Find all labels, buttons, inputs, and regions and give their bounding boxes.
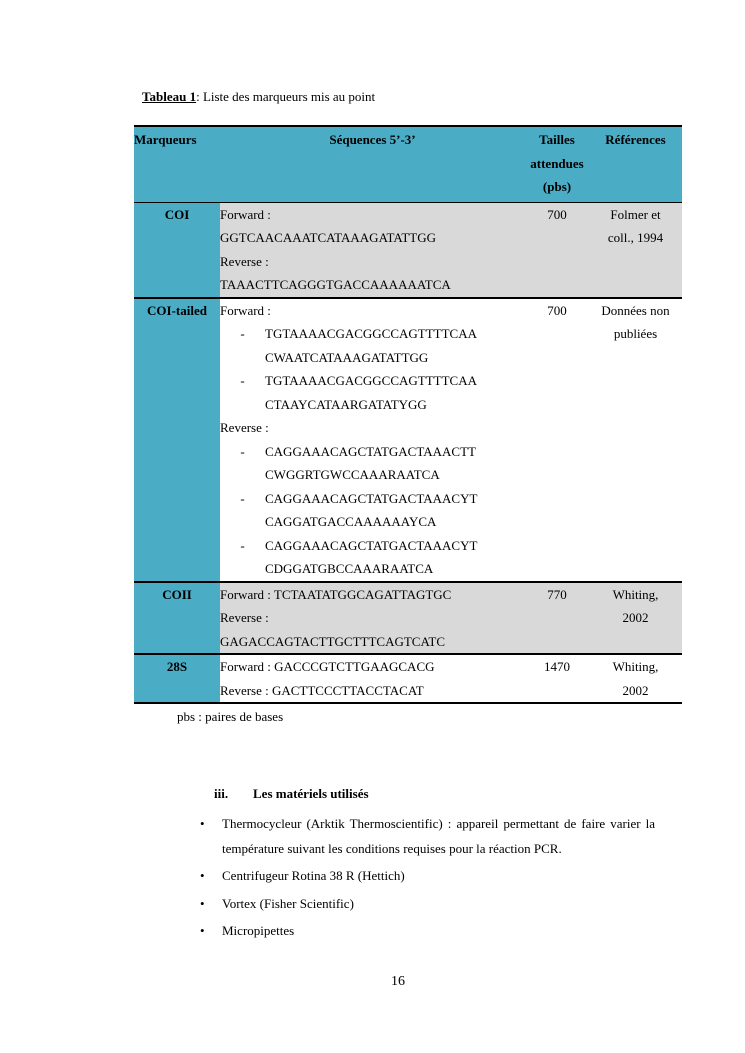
header-size — [525, 126, 589, 202]
section-number: iii. — [214, 786, 229, 801]
sequence-cell — [220, 654, 525, 703]
sequence-line: Forward : — [220, 206, 271, 222]
expected-size: 770 — [525, 582, 589, 655]
markers-table — [134, 125, 682, 704]
sequence-line: Reverse : — [220, 610, 269, 625]
header-size-line: (pbs) — [542, 179, 572, 194]
reference-cell — [589, 582, 682, 655]
primer-item — [220, 534, 525, 581]
bullet-icon: • — [200, 895, 205, 911]
list-item-text: Centrifugeur Rotina 38 R (Hettich) — [222, 868, 405, 883]
header-marker: Marqueurs — [134, 126, 220, 202]
bullet-icon: • — [200, 868, 205, 883]
dash-marker: - — [240, 490, 245, 506]
sequence-line: GGTCAACAAATCATAAAGATATTGG — [220, 230, 437, 245]
sequence-line: CWGGRTGWCCAAARAATCA — [265, 467, 440, 482]
sequence-line: CAGGAAACAGCTATGACTAAACYT — [265, 537, 478, 553]
reference-line: Folmer et — [610, 206, 661, 222]
sequence-line: CAGGAAACAGCTATGACTAAACTT — [265, 443, 476, 459]
sequence-line: GAGACCAGTACTTGCTTTCAGTCATC — [220, 633, 446, 649]
header-sequence: Séquences 5’-3’ — [220, 126, 525, 202]
table-footnote: pbs : paires de bases — [177, 709, 284, 724]
section-title: Les matériels utilisés — [253, 786, 369, 801]
marker-name: COI — [134, 202, 220, 298]
sequence-line: TGTAAAACGACGGCCAGTTTTCAA — [265, 326, 478, 341]
dash-marker: - — [240, 326, 245, 341]
reference-line: 2002 — [622, 610, 649, 625]
marker-name: COI-tailed — [134, 298, 220, 582]
reference-cell — [589, 298, 682, 582]
sequence-line: TAAACTTCAGGGTGACCAAAAAATCA — [220, 277, 451, 292]
table-row-coi-tailed — [134, 298, 682, 582]
primer-item — [220, 487, 525, 534]
list-item-text: Vortex (Fisher Scientific) — [222, 895, 354, 911]
table-caption — [142, 89, 375, 105]
sequence-line: Reverse : GACTTCCCTTACCTACAT — [220, 682, 424, 698]
reverse-label: Reverse : — [220, 420, 269, 435]
sequence-line: CAGGATGACCAAAAAAYCA — [265, 514, 437, 529]
dash-marker: - — [240, 373, 245, 388]
header-reference: Références — [589, 126, 682, 202]
marker-name: 28S — [134, 654, 220, 703]
sequence-line: CAGGAAACAGCTATGACTAAACYT — [265, 490, 478, 506]
table-row-coi — [134, 202, 682, 298]
sequence-cell — [220, 202, 525, 298]
list-item — [200, 812, 655, 861]
marker-name: COII — [134, 582, 220, 655]
primer-item — [220, 440, 525, 487]
list-item — [200, 892, 655, 917]
list-item — [200, 919, 655, 944]
section-heading — [214, 786, 369, 802]
list-item-text: Thermocycleur (Arktik Thermoscientific) : appareil permettant de faire varier la température suivant les conditions requises pour la réaction PCR. — [222, 816, 655, 856]
sequence-line: TGTAAAACGACGGCCAGTTTTCAA — [265, 373, 478, 388]
table-caption-text: : Liste des marqueurs mis au point — [196, 89, 376, 104]
bullet-icon: • — [200, 816, 205, 831]
dash-marker: - — [240, 537, 245, 553]
reference-line: 2002 — [622, 682, 649, 698]
sequence-line: CWAATCATAAAGATATTGG — [265, 349, 429, 365]
expected-size: 700 — [525, 202, 589, 298]
reference-cell — [589, 202, 682, 298]
table-caption-label: Tableau 1 — [142, 89, 197, 104]
sequence-line: Reverse : — [220, 253, 269, 269]
reference-line: Données non — [601, 302, 670, 318]
primer-item — [220, 322, 525, 369]
reference-line: Whiting, — [612, 659, 659, 674]
list-item — [200, 864, 655, 889]
sequence-line: CTAAYCATAARGATATYGG — [265, 396, 427, 412]
reference-line: coll., 1994 — [607, 230, 664, 245]
sequence-line: CDGGATGBCCAAARAATCA — [265, 561, 434, 576]
header-size-line: Tailles — [539, 132, 575, 147]
primer-item — [220, 369, 525, 416]
reference-line: publiées — [613, 326, 658, 341]
bullet-icon: • — [200, 923, 205, 938]
table-row-coii — [134, 582, 682, 655]
page-number: 16 — [391, 974, 405, 989]
sequence-cell — [220, 298, 525, 582]
sequence-cell — [220, 582, 525, 655]
expected-size: 1470 — [525, 654, 589, 703]
materials-list — [200, 812, 655, 947]
expected-size: 700 — [525, 298, 589, 582]
sequence-line: Forward : TCTAATATGGCAGATTAGTGC — [220, 586, 452, 602]
reference-cell — [589, 654, 682, 703]
reference-line: Whiting, — [612, 586, 659, 602]
forward-label: Forward : — [220, 302, 271, 318]
header-size-line: attendues — [530, 155, 584, 171]
table-row-28s — [134, 654, 682, 703]
list-item-text: Micropipettes — [222, 923, 295, 938]
table-header-row — [134, 126, 682, 202]
sequence-line: Forward : GACCCGTCTTGAAGCACG — [220, 659, 435, 674]
dash-marker: - — [240, 443, 245, 459]
